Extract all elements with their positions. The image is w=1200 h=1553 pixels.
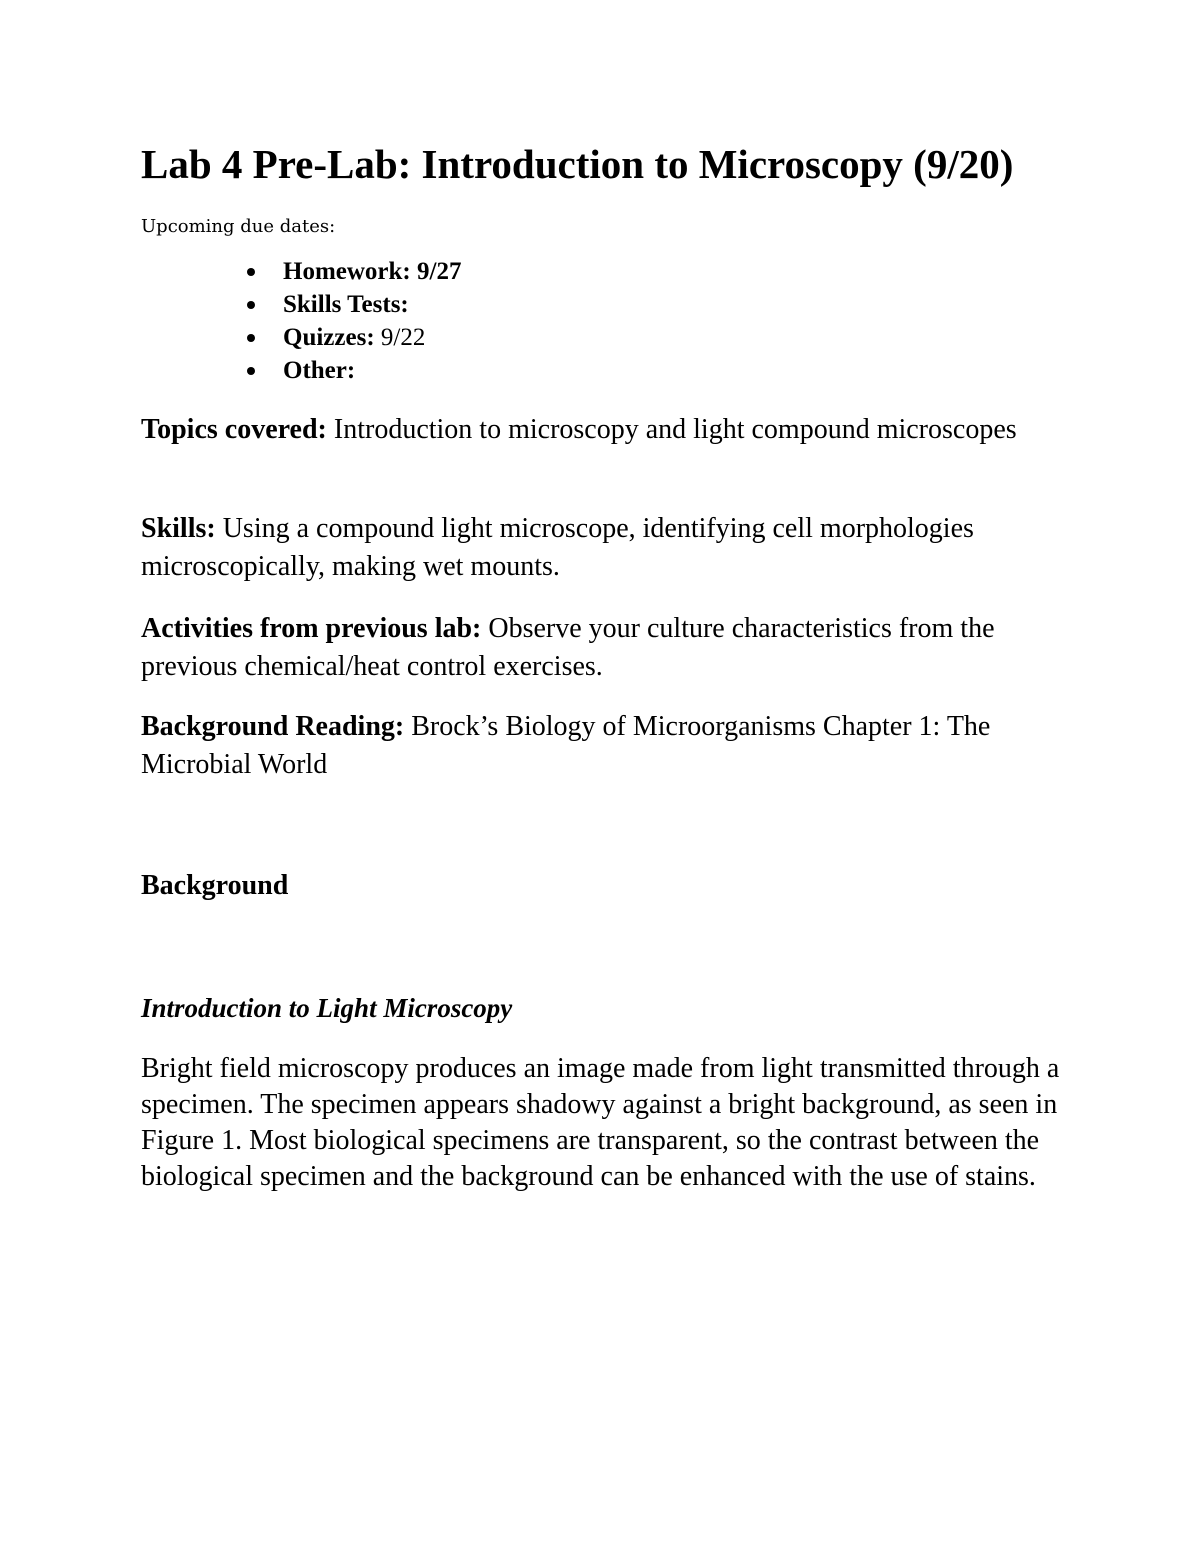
skills-label: Skills: xyxy=(141,513,216,544)
due-item-label: Quizzes: xyxy=(283,324,375,351)
bullet-icon xyxy=(247,301,255,309)
due-item-label: Homework: 9/27 xyxy=(283,258,462,285)
bullet-icon xyxy=(247,367,255,375)
intro-heading: Introduction to Light Microscopy xyxy=(141,993,513,1023)
topics-text: Introduction to microscopy and light compound microscopes xyxy=(326,414,1017,445)
due-item-label: Other: xyxy=(283,357,356,384)
list-item xyxy=(0,321,1200,354)
intro-paragraph: Bright field microscopy produces an image made from light transmitted through a specimen. The specimen appears shadowy against a bright background, as seen in Figure 1. Most biological specimens are transparent, so the contrast between the biological specimen and the background can be enhanced with the use of stains. xyxy=(141,1053,1060,1192)
reading-text: Brock’s Biology of Microorganisms Chapter 1: The Microbial World xyxy=(141,711,991,780)
topics-paragraph xyxy=(141,411,1081,449)
list-item xyxy=(0,288,1200,321)
page-title: Lab 4 Pre-Lab: Introduction to Microscopy (9/20) xyxy=(141,141,1014,187)
due-dates-list xyxy=(0,255,1200,387)
reading-label: Background Reading: xyxy=(141,711,405,742)
list-item xyxy=(0,354,1200,387)
due-item-label: Skills Tests: xyxy=(283,291,409,318)
activities-label: Activities from previous lab: xyxy=(141,613,482,644)
due-item-value: 9/22 xyxy=(374,324,426,351)
activities-paragraph xyxy=(141,610,1081,686)
activities-text: Observe your culture characteristics from the previous chemical/heat control exercises. xyxy=(141,613,995,682)
list-item xyxy=(0,255,1200,288)
bullet-icon xyxy=(247,334,255,342)
skills-paragraph xyxy=(141,510,1081,586)
skills-text: Using a compound light microscope, identifying cell morphologies microscopically, making wet mounts. xyxy=(141,513,974,582)
background-heading: Background xyxy=(141,870,289,901)
topics-label: Topics covered: xyxy=(141,414,327,445)
due-dates-label: Upcoming due dates: xyxy=(141,216,336,237)
reading-paragraph xyxy=(141,708,1081,784)
bullet-icon xyxy=(247,268,255,276)
